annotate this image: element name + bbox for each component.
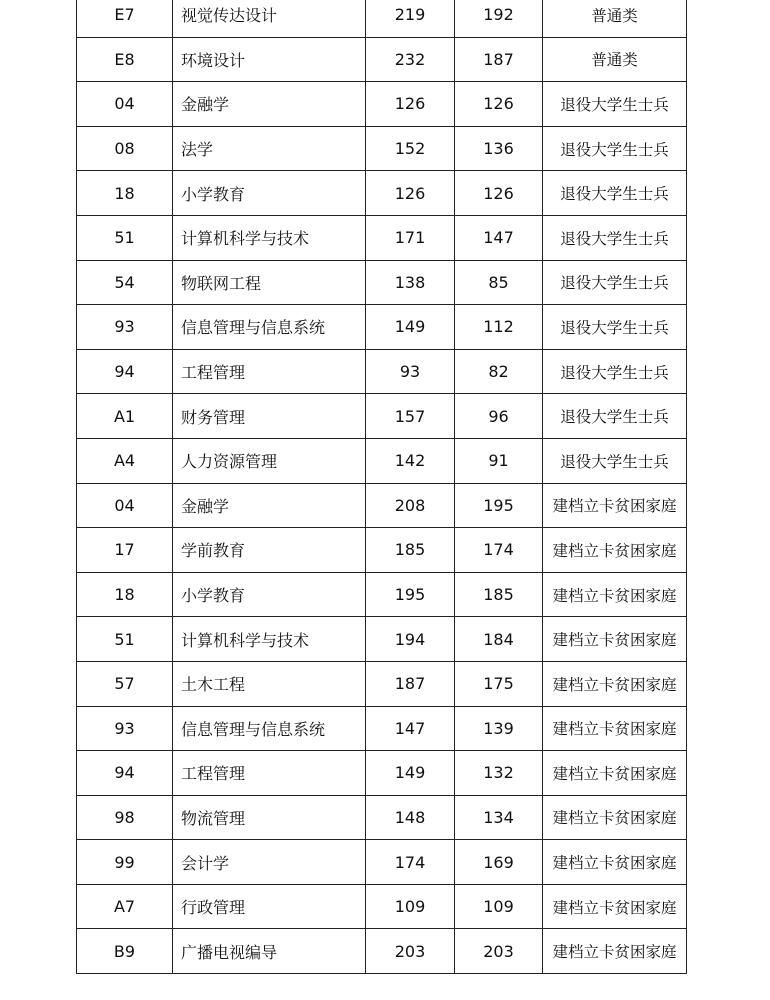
score-a-cell: 194: [366, 617, 455, 662]
major-name-cell: 物流管理: [173, 795, 366, 840]
category-cell: 退役大学生士兵: [543, 126, 687, 171]
score-b-cell: 126: [455, 82, 543, 127]
table-row: [77, 661, 687, 706]
category-cell: 建档立卡贫困家庭: [543, 617, 687, 662]
table-row: [77, 483, 687, 528]
table-row: [77, 572, 687, 617]
table-row: [77, 305, 687, 350]
table-row: [77, 349, 687, 394]
category-cell: 建档立卡贫困家庭: [543, 884, 687, 929]
table-row: [77, 394, 687, 439]
score-a-cell: 149: [366, 305, 455, 350]
score-a-cell: 126: [366, 82, 455, 127]
table-row: [77, 929, 687, 974]
major-code-cell: 51: [77, 215, 173, 260]
score-a-cell: 171: [366, 215, 455, 260]
score-b-cell: 147: [455, 215, 543, 260]
table-row: [77, 884, 687, 929]
score-a-cell: 185: [366, 528, 455, 573]
table-row: [77, 528, 687, 573]
score-table-body: [77, 0, 687, 974]
major-name-cell: 小学教育: [173, 171, 366, 216]
table-row: [77, 706, 687, 751]
score-b-cell: 96: [455, 394, 543, 439]
category-cell: 建档立卡贫困家庭: [543, 795, 687, 840]
score-a-cell: 149: [366, 751, 455, 796]
major-code-cell: A4: [77, 438, 173, 483]
major-code-cell: 94: [77, 751, 173, 796]
major-code-cell: 93: [77, 706, 173, 751]
major-name-cell: 信息管理与信息系统: [173, 706, 366, 751]
score-a-cell: 126: [366, 171, 455, 216]
table-row: [77, 617, 687, 662]
major-name-cell: 视觉传达设计: [173, 0, 366, 37]
score-a-cell: 147: [366, 706, 455, 751]
score-a-cell: 232: [366, 37, 455, 82]
score-a-cell: 195: [366, 572, 455, 617]
table-row: [77, 751, 687, 796]
major-code-cell: 54: [77, 260, 173, 305]
table-row: [77, 37, 687, 82]
score-b-cell: 82: [455, 349, 543, 394]
score-b-cell: 192: [455, 0, 543, 37]
table-row: [77, 438, 687, 483]
major-code-cell: E8: [77, 37, 173, 82]
score-b-cell: 112: [455, 305, 543, 350]
score-a-cell: 174: [366, 840, 455, 885]
major-code-cell: 51: [77, 617, 173, 662]
major-name-cell: 工程管理: [173, 349, 366, 394]
score-b-cell: 126: [455, 171, 543, 216]
category-cell: 建档立卡贫困家庭: [543, 572, 687, 617]
category-cell: 普通类: [543, 0, 687, 37]
category-cell: 退役大学生士兵: [543, 171, 687, 216]
score-b-cell: 187: [455, 37, 543, 82]
major-name-cell: 行政管理: [173, 884, 366, 929]
score-table-container: [76, 0, 686, 974]
score-b-cell: 91: [455, 438, 543, 483]
major-name-cell: 法学: [173, 126, 366, 171]
major-name-cell: 金融学: [173, 483, 366, 528]
table-row: [77, 260, 687, 305]
score-b-cell: 134: [455, 795, 543, 840]
major-name-cell: 工程管理: [173, 751, 366, 796]
category-cell: 建档立卡贫困家庭: [543, 840, 687, 885]
major-name-cell: 土木工程: [173, 661, 366, 706]
major-code-cell: 99: [77, 840, 173, 885]
table-row: [77, 126, 687, 171]
score-b-cell: 136: [455, 126, 543, 171]
category-cell: 建档立卡贫困家庭: [543, 751, 687, 796]
score-b-cell: 169: [455, 840, 543, 885]
score-b-cell: 203: [455, 929, 543, 974]
category-cell: 退役大学生士兵: [543, 438, 687, 483]
score-a-cell: 138: [366, 260, 455, 305]
table-row: [77, 0, 687, 37]
category-cell: 建档立卡贫困家庭: [543, 661, 687, 706]
major-code-cell: 18: [77, 171, 173, 216]
table-row: [77, 795, 687, 840]
score-b-cell: 175: [455, 661, 543, 706]
score-a-cell: 187: [366, 661, 455, 706]
table-row: [77, 82, 687, 127]
score-a-cell: 219: [366, 0, 455, 37]
score-a-cell: 157: [366, 394, 455, 439]
category-cell: 退役大学生士兵: [543, 82, 687, 127]
score-b-cell: 132: [455, 751, 543, 796]
major-code-cell: 08: [77, 126, 173, 171]
category-cell: 退役大学生士兵: [543, 349, 687, 394]
score-b-cell: 174: [455, 528, 543, 573]
major-code-cell: E7: [77, 0, 173, 37]
category-cell: 建档立卡贫困家庭: [543, 929, 687, 974]
category-cell: 建档立卡贫困家庭: [543, 706, 687, 751]
major-name-cell: 学前教育: [173, 528, 366, 573]
major-code-cell: 18: [77, 572, 173, 617]
major-code-cell: 98: [77, 795, 173, 840]
score-a-cell: 152: [366, 126, 455, 171]
category-cell: 普通类: [543, 37, 687, 82]
score-a-cell: 93: [366, 349, 455, 394]
major-code-cell: A7: [77, 884, 173, 929]
score-b-cell: 85: [455, 260, 543, 305]
major-code-cell: 94: [77, 349, 173, 394]
score-b-cell: 139: [455, 706, 543, 751]
major-code-cell: 57: [77, 661, 173, 706]
table-row: [77, 171, 687, 216]
major-name-cell: 人力资源管理: [173, 438, 366, 483]
major-name-cell: 小学教育: [173, 572, 366, 617]
major-code-cell: B9: [77, 929, 173, 974]
table-row: [77, 215, 687, 260]
major-name-cell: 广播电视编导: [173, 929, 366, 974]
score-b-cell: 184: [455, 617, 543, 662]
category-cell: 建档立卡贫困家庭: [543, 483, 687, 528]
major-name-cell: 信息管理与信息系统: [173, 305, 366, 350]
category-cell: 退役大学生士兵: [543, 394, 687, 439]
major-name-cell: 财务管理: [173, 394, 366, 439]
score-b-cell: 195: [455, 483, 543, 528]
category-cell: 退役大学生士兵: [543, 215, 687, 260]
major-name-cell: 物联网工程: [173, 260, 366, 305]
major-name-cell: 计算机科学与技术: [173, 215, 366, 260]
major-code-cell: A1: [77, 394, 173, 439]
category-cell: 建档立卡贫困家庭: [543, 528, 687, 573]
score-a-cell: 208: [366, 483, 455, 528]
score-a-cell: 142: [366, 438, 455, 483]
category-cell: 退役大学生士兵: [543, 260, 687, 305]
score-table: [76, 0, 687, 974]
major-code-cell: 93: [77, 305, 173, 350]
major-code-cell: 04: [77, 483, 173, 528]
major-name-cell: 金融学: [173, 82, 366, 127]
major-name-cell: 计算机科学与技术: [173, 617, 366, 662]
score-b-cell: 109: [455, 884, 543, 929]
category-cell: 退役大学生士兵: [543, 305, 687, 350]
score-a-cell: 148: [366, 795, 455, 840]
score-a-cell: 203: [366, 929, 455, 974]
score-b-cell: 185: [455, 572, 543, 617]
score-a-cell: 109: [366, 884, 455, 929]
major-code-cell: 04: [77, 82, 173, 127]
major-name-cell: 会计学: [173, 840, 366, 885]
major-name-cell: 环境设计: [173, 37, 366, 82]
table-row: [77, 840, 687, 885]
major-code-cell: 17: [77, 528, 173, 573]
